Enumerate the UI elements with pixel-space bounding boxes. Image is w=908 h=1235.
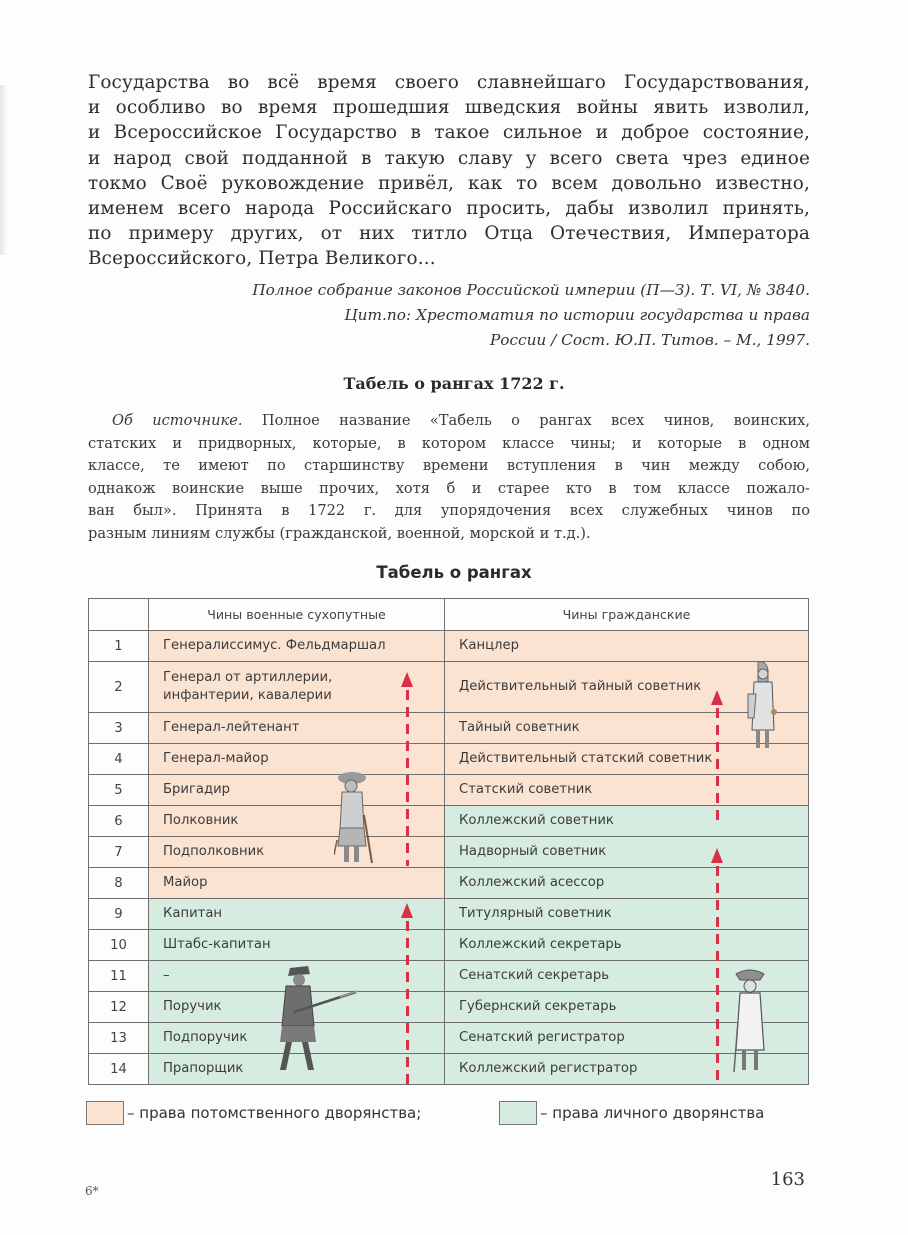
legend-hereditary: [86, 1101, 421, 1125]
table-row: [89, 868, 809, 899]
rank-table: [88, 598, 809, 1085]
section-title: Табель о рангах 1722 г.: [343, 374, 565, 393]
table-row: [89, 775, 809, 806]
military-rank-text: Штабс-капитан: [163, 937, 271, 952]
military-rank-text: Бригадир: [163, 782, 231, 797]
signature-mark: 6*: [85, 1184, 99, 1198]
rank-class-number: 13: [89, 1023, 149, 1054]
civil-rank-cell: Действительный статский советник: [445, 744, 809, 775]
military-rank-cell: [149, 806, 445, 837]
citation-line: Цит.по: Хрестоматия по истории государства и права: [344, 306, 810, 324]
table-row: [89, 713, 809, 744]
military-rank-text: Генерал от артиллерии,: [163, 670, 333, 685]
quote-line: Государства во всё время своего славнейшаго Государствования,: [88, 72, 810, 93]
civil-rank-cell: Тайный советник: [445, 713, 809, 744]
table-row: [89, 631, 809, 662]
quote-line: Всероссийского, Петра Великого...: [88, 248, 436, 270]
military-rank-cell: [149, 930, 445, 961]
legend-hereditary-label: – права потомственного дворянства;: [127, 1104, 422, 1122]
military-rank-text: инфантерии, кавалерии: [163, 688, 332, 703]
military-rank-text: Генералиссимус. Фельдмаршал: [163, 638, 386, 653]
military-rank-text: Майор: [163, 875, 208, 890]
table-row: [89, 662, 809, 713]
quote-line: и особливо во время прошедшия шведския войны явить изволил,: [88, 97, 810, 119]
rank-class-number: 1: [89, 631, 149, 662]
quote-line: токмо Своё руковождение привёл, как то всем довольно известно,: [88, 172, 810, 194]
about-lead: Об источнике.: [112, 412, 243, 429]
military-rank-cell: [149, 1023, 445, 1054]
civil-rank-cell: Действительный тайный советник: [445, 662, 809, 713]
military-rank-text: Генерал-майор: [163, 751, 269, 766]
rank-class-number: 14: [89, 1054, 149, 1085]
page-edge-shadow: [0, 85, 7, 255]
military-rank-cell: [149, 775, 445, 806]
civil-rank-cell: Коллежский секретарь: [445, 930, 809, 961]
military-rank-text: Полковник: [163, 813, 239, 828]
quote-line: и Всероссийское Государство в такое сильное и доброе состояние,: [88, 122, 810, 144]
military-rank-cell: [149, 713, 445, 744]
civil-rank-cell: Титулярный советник: [445, 899, 809, 930]
quote-line: и народ свой подданной в такую славу у всего света чрез единое: [88, 147, 810, 169]
quote-block: [88, 70, 810, 272]
rank-class-number: 6: [89, 806, 149, 837]
rank-class-number: 2: [89, 662, 149, 713]
civil-rank-cell: Коллежский асессор: [445, 868, 809, 899]
military-rank-cell: [149, 631, 445, 662]
citation: [110, 278, 810, 353]
rank-table-body: [89, 631, 809, 1085]
civil-rank-cell: Коллежский советник: [445, 806, 809, 837]
page-number: 163: [770, 1169, 805, 1190]
military-rank-cell: [149, 662, 445, 713]
rank-class-number: 4: [89, 744, 149, 775]
rank-class-number: 3: [89, 713, 149, 744]
about-line: [88, 410, 810, 433]
rank-class-number: 9: [89, 899, 149, 930]
table-row: [89, 1023, 809, 1054]
table-row: [89, 961, 809, 992]
civil-rank-cell: Коллежский регистратор: [445, 1054, 809, 1085]
military-rank-text: Прапорщик: [163, 1061, 244, 1076]
about-line: статских и придворных, которые, в котором классе чины; и которые в одном: [88, 434, 810, 452]
civil-rank-cell: Надворный советник: [445, 837, 809, 868]
hereditary-color-swatch: [86, 1101, 124, 1125]
about-line: ван был». Принята в 1722 г. для упорядочения всех служебных чинов по: [88, 502, 810, 520]
table-row: [89, 806, 809, 837]
military-rank-cell: [149, 744, 445, 775]
about-line: классе, те имеют по старшинству времени вступления в чин между собою,: [88, 457, 810, 475]
military-rank-text: Подпоручик: [163, 1030, 248, 1045]
legend-personal: [499, 1101, 764, 1125]
table-row: [89, 930, 809, 961]
table-row: [89, 744, 809, 775]
rank-class-number: 11: [89, 961, 149, 992]
military-rank-text: Подполковник: [163, 844, 265, 859]
military-rank-text: Капитан: [163, 906, 223, 921]
table-row: [89, 1054, 809, 1085]
military-rank-cell: [149, 1054, 445, 1085]
table-row: [89, 899, 809, 930]
rank-class-number: 7: [89, 837, 149, 868]
civil-rank-cell: Губернский секретарь: [445, 992, 809, 1023]
civil-rank-cell: Сенатский регистратор: [445, 1023, 809, 1054]
civil-rank-cell: Сенатский секретарь: [445, 961, 809, 992]
military-rank-text: Генерал-лейтенант: [163, 720, 300, 735]
personal-color-swatch: [499, 1101, 537, 1125]
military-rank-cell: [149, 992, 445, 1023]
rank-class-number: 8: [89, 868, 149, 899]
quote-line: именем всего народа Российскаго просить, дабы изволил принять,: [88, 198, 810, 220]
table-header-row: [89, 599, 809, 631]
table-title: Табель о рангах: [376, 563, 532, 582]
military-rank-cell: [149, 868, 445, 899]
header-civil: Чины гражданские: [445, 599, 809, 631]
citation-line: России / Сост. Ю.П. Титов. – М., 1997.: [489, 331, 810, 349]
military-rank-cell: [149, 837, 445, 868]
military-rank-cell: [149, 899, 445, 930]
about-text: Полное название «Табель о рангах всех чинов, воинских,: [242, 412, 811, 429]
about-line: разным линиям службы (гражданской, военной, морской и т.д.).: [88, 524, 591, 542]
table-row: [89, 992, 809, 1023]
military-rank-cell: [149, 961, 445, 992]
rank-class-number: 10: [89, 930, 149, 961]
military-rank-text: –: [163, 968, 170, 983]
military-rank-text: Поручик: [163, 999, 222, 1014]
header-military: Чины военные сухопутные: [149, 599, 445, 631]
legend-personal-label: – права личного дворянства: [540, 1104, 765, 1122]
table-row: [89, 837, 809, 868]
citation-line: Полное собрание законов Российской империи (П—З). Т. VI, № 3840.: [252, 281, 810, 299]
civil-rank-cell: Канцлер: [445, 631, 809, 662]
about-source-paragraph: [88, 410, 810, 546]
header-class: [89, 599, 149, 631]
civil-rank-cell: Статский советник: [445, 775, 809, 806]
rank-class-number: 5: [89, 775, 149, 806]
rank-class-number: 12: [89, 992, 149, 1023]
quote-line: по примеру других, от них титло Отца Отечествия, Императора: [88, 223, 810, 245]
about-line: однакож воинские выше прочих, хотя б и старее кто в том классе пожало-: [88, 479, 810, 497]
